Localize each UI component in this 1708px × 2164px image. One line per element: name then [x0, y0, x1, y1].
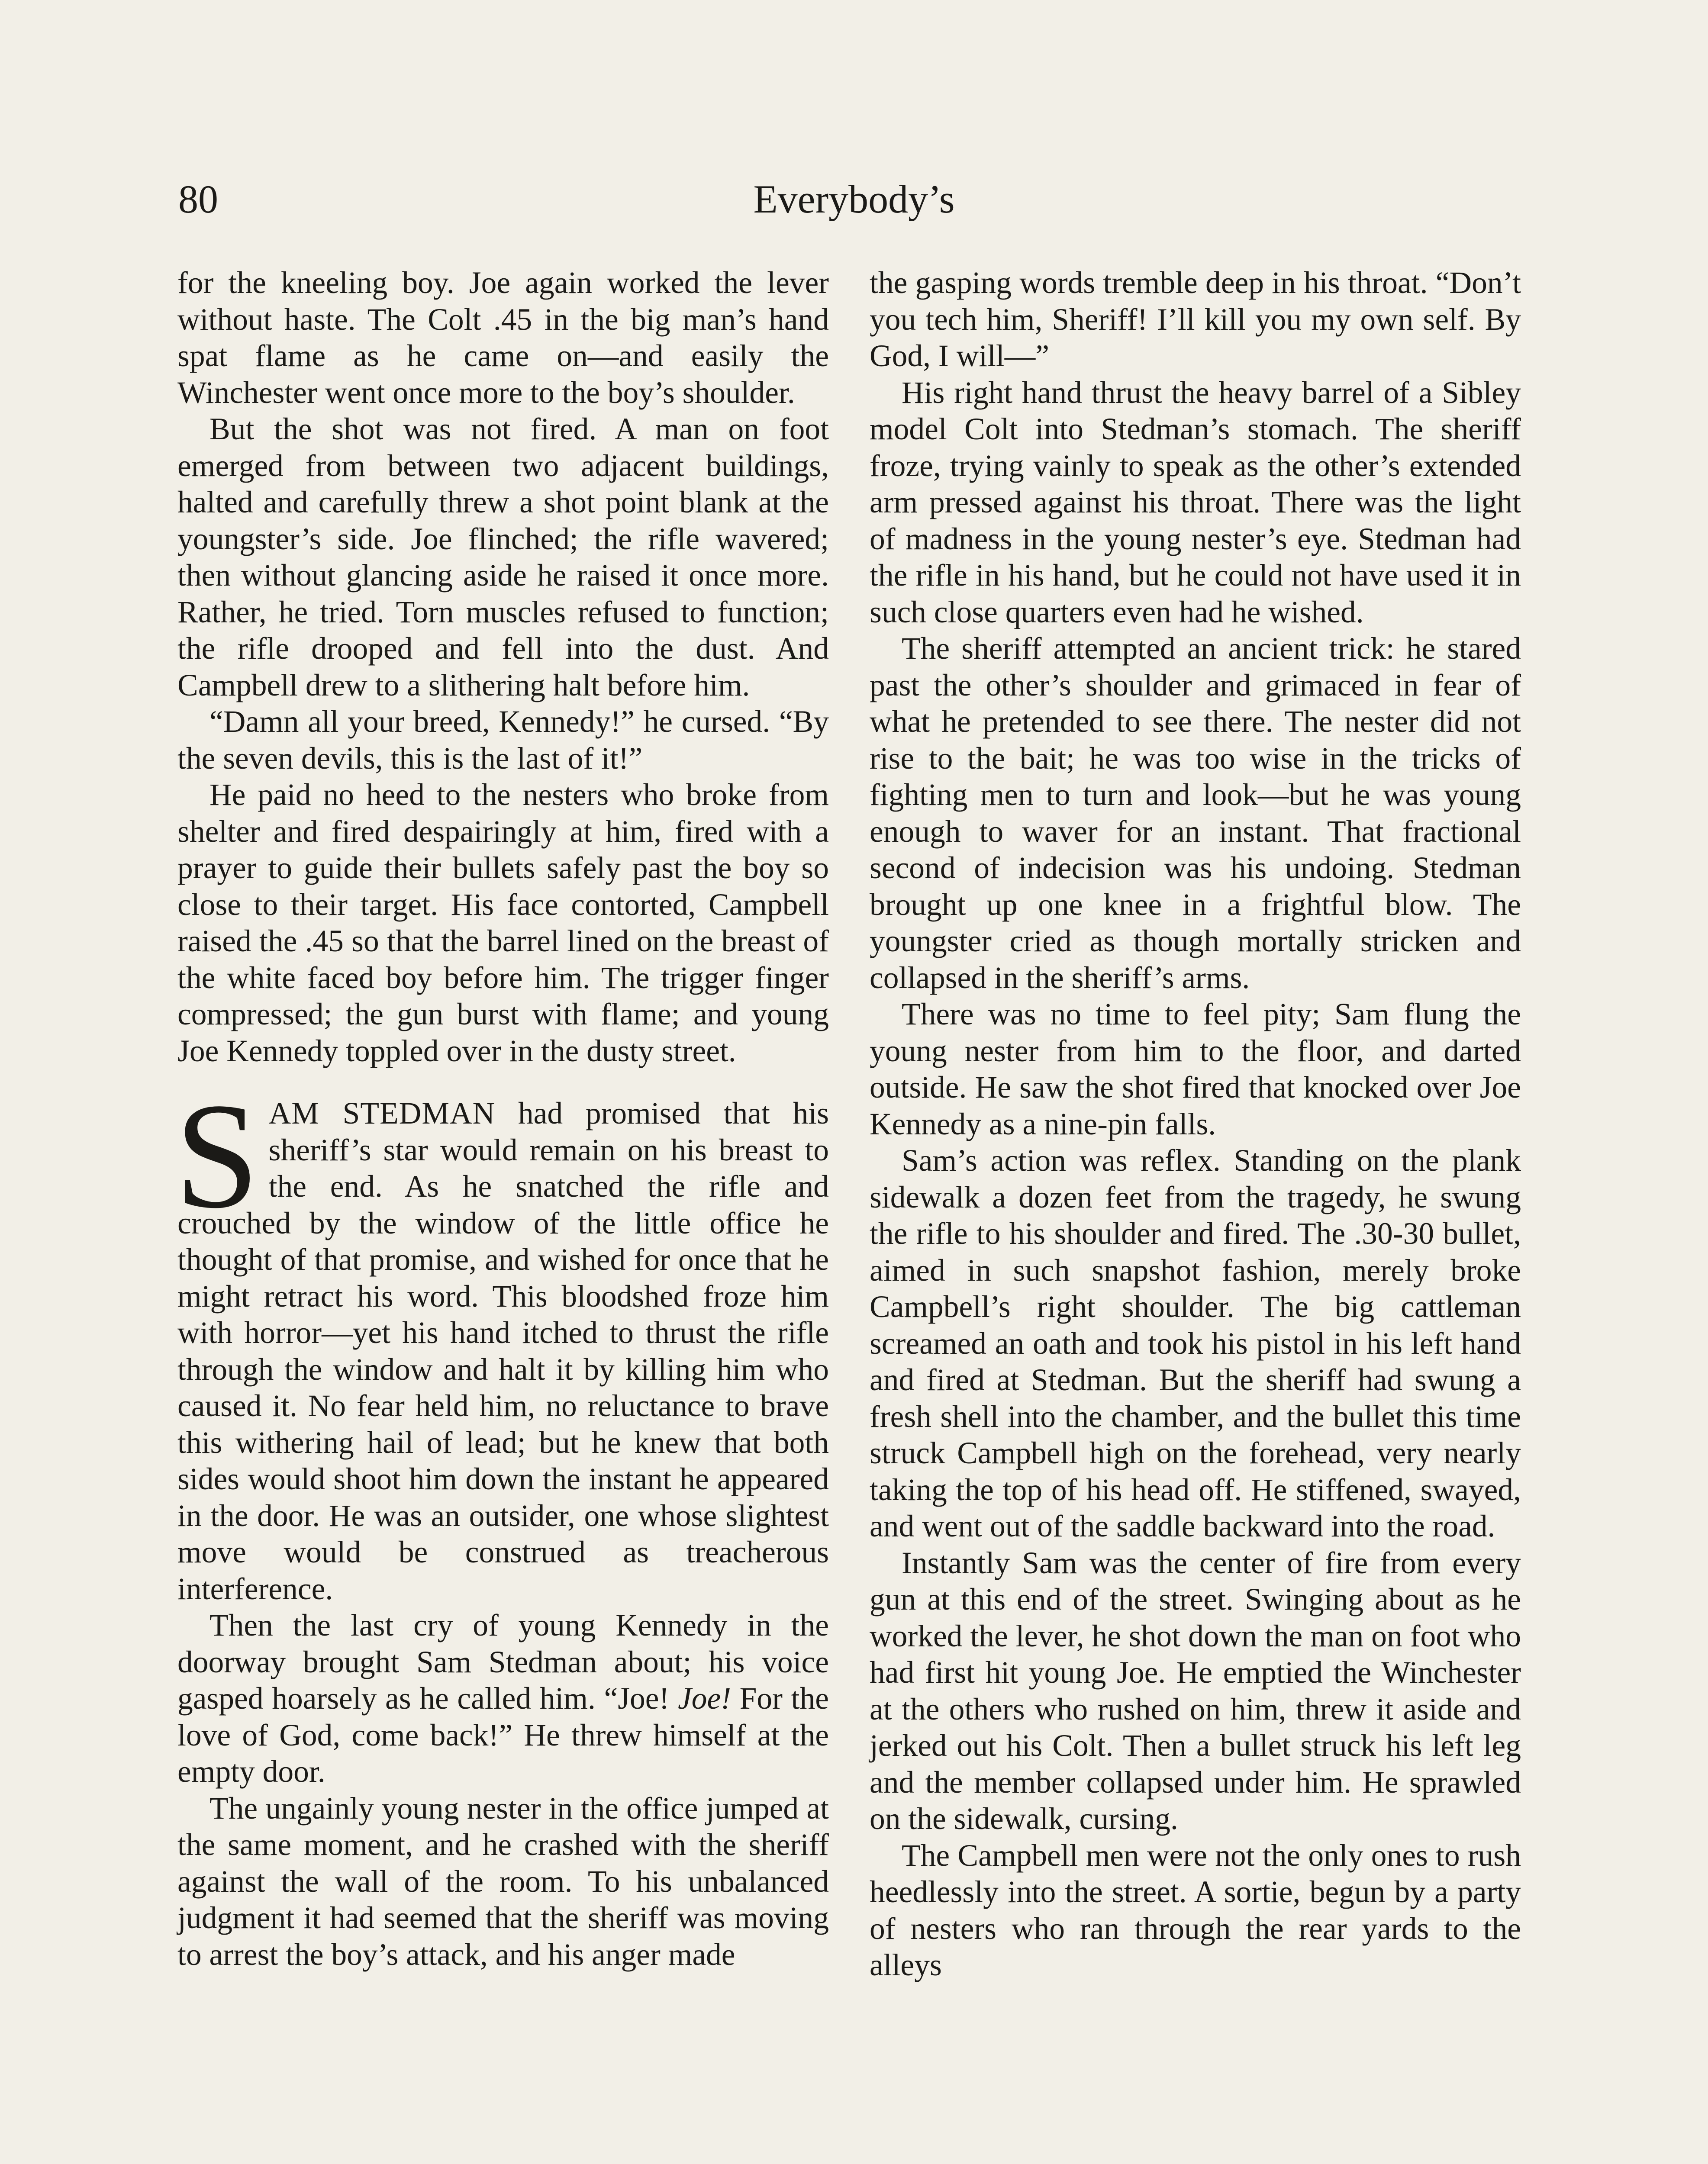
paragraph: The Campbell men were not the only ones to rush heedlessly into the street. A sortie, begun by a party of nesters who ran through the rear yards to the alleys — [870, 1838, 1521, 1982]
paragraph: Instantly Sam was the center of fire from every gun at this end of the street. Swinging about as he worked the lever, he shot down the man on foot who had first hit young Joe. He emptied the Winchester at the others who rushed on him, threw it aside and jerked out his Colt. Then a bullet struck his left leg and the member collapsed under him. He sprawled on the sidewalk, cursing. — [870, 1546, 1521, 1836]
paragraph: for the kneeling boy. Joe again worked the lever without haste. The Colt .45 in the big man’s hand spat flame as he came on—and easily the Winchester went once more to the boy’s shoulder. — [177, 266, 829, 410]
running-title: Everybody’s — [753, 177, 955, 221]
drop-cap: S — [175, 1072, 259, 1240]
paragraph: There was no time to feel pity; Sam flung the young nester from him to the floor, and darted outside. He saw the shot fired that knocked over Joe Kennedy as a nine-pin falls. — [870, 997, 1521, 1141]
paragraph-text: For the love of God, come back!” He threw himself at the empty door. — [177, 1681, 829, 1789]
paragraph: The ungainly young nester in the office jumped at the same moment, and he crashed with the sheriff against the wall of the room. To his unbalanced judgment it had seemed that the sheriff was moving to arrest the boy’s attack, and his anger made — [177, 1791, 829, 1972]
paragraph: His right hand thrust the heavy barrel of a Sibley model Colt into Stedman’s stomach. The sheriff froze, trying vainly to speak as the other’s extended arm pressed against his throat. There was the light of madness in the young nester’s eye. Stedman had the rifle in his hand, but he could not have used it in such close quarters even had he wished. — [870, 375, 1521, 629]
emphasis-text: Joe! — [677, 1681, 732, 1716]
page-number: 80 — [178, 177, 218, 221]
paragraph: The sheriff attempted an ancient trick: he stared past the other’s shoulder and grimaced in fear of what he pretended to see there. The nester did not rise to the bait; he was too wise in the tricks of fighting men to turn and look—but he was young enough to waver for an instant. That fractional second of indecision was his undoing. Stedman brought up one knee in a frightful blow. The youngster cried as though mortally stricken and collapsed in the sheriff’s arms. — [870, 631, 1521, 995]
section-start-paragraph — [175, 1072, 829, 1607]
page-header — [178, 173, 1530, 242]
right-column — [870, 265, 1521, 1984]
paragraph-text: had promised that his sheriff’s star would remain on his breast to the end. As he snatched the rifle and crouched by the window of the little office he thought of that promise, and wished for once that he might retract his word. This bloodshed froze him with horror—yet his hand itched to thrust the rifle through the window and halt it by killing him who caused it. No fear held him, no reluctance to brave this withering hail of lead; but he knew that both sides would shoot him down the instant he appeared in the door. He was an outsider, one whose slightest move would be construed as treacherous interference. — [177, 1096, 829, 1606]
paragraph — [177, 1607, 829, 1790]
paragraph: He paid no heed to the nesters who broke from shelter and fired despairingly at him, fired with a prayer to guide their bullets safely past the boy so close to their target. His face contorted, Campbell raised the .45 so that the barrel lined on the breast of the white faced boy before him. The trigger finger compressed; the gun burst with flame; and young Joe Kennedy toppled over in the dusty street. — [177, 778, 829, 1068]
left-column — [177, 265, 829, 1973]
paragraph-text: Then the last cry of young Kennedy in the doorway brought Sam Stedman about; his voice gasped hoarsely as he called him. “Joe! — [177, 1608, 829, 1716]
paragraph: the gasping words tremble deep in his throat. “Don’t you tech him, Sheriff! I’ll kill you my own self. By God, I will—” — [870, 266, 1521, 373]
small-caps-lead: AM STEDMAN — [268, 1096, 496, 1130]
paragraph: Sam’s action was reflex. Standing on the plank sidewalk a dozen feet from the tragedy, he swung the rifle to his shoulder and fired. The .30-30 bullet, aimed in such snapshot fashion, merely broke Campbell’s right shoulder. The big cattleman screamed an oath and took his pistol in his left hand and fired at Stedman. But the sheriff had swung a fresh shell into the chamber, and the bullet this time struck Campbell high on the forehead, very nearly taking the top of his head off. He stiffened, swayed, and went out of the saddle backward into the road. — [870, 1143, 1521, 1543]
paragraph: But the shot was not fired. A man on foot emerged from between two adjacent buildings, halted and carefully threw a shot point blank at the youngster’s side. Joe flinched; the rifle wavered; then without glancing aside he raised it once more. Rather, he tried. Torn muscles refused to function; the rifle drooped and fell into the dust. And Campbell drew to a slithering halt before him. — [177, 412, 829, 702]
paragraph: “Damn all your breed, Kennedy!” he cursed. “By the seven devils, this is the last of it!” — [177, 705, 829, 776]
